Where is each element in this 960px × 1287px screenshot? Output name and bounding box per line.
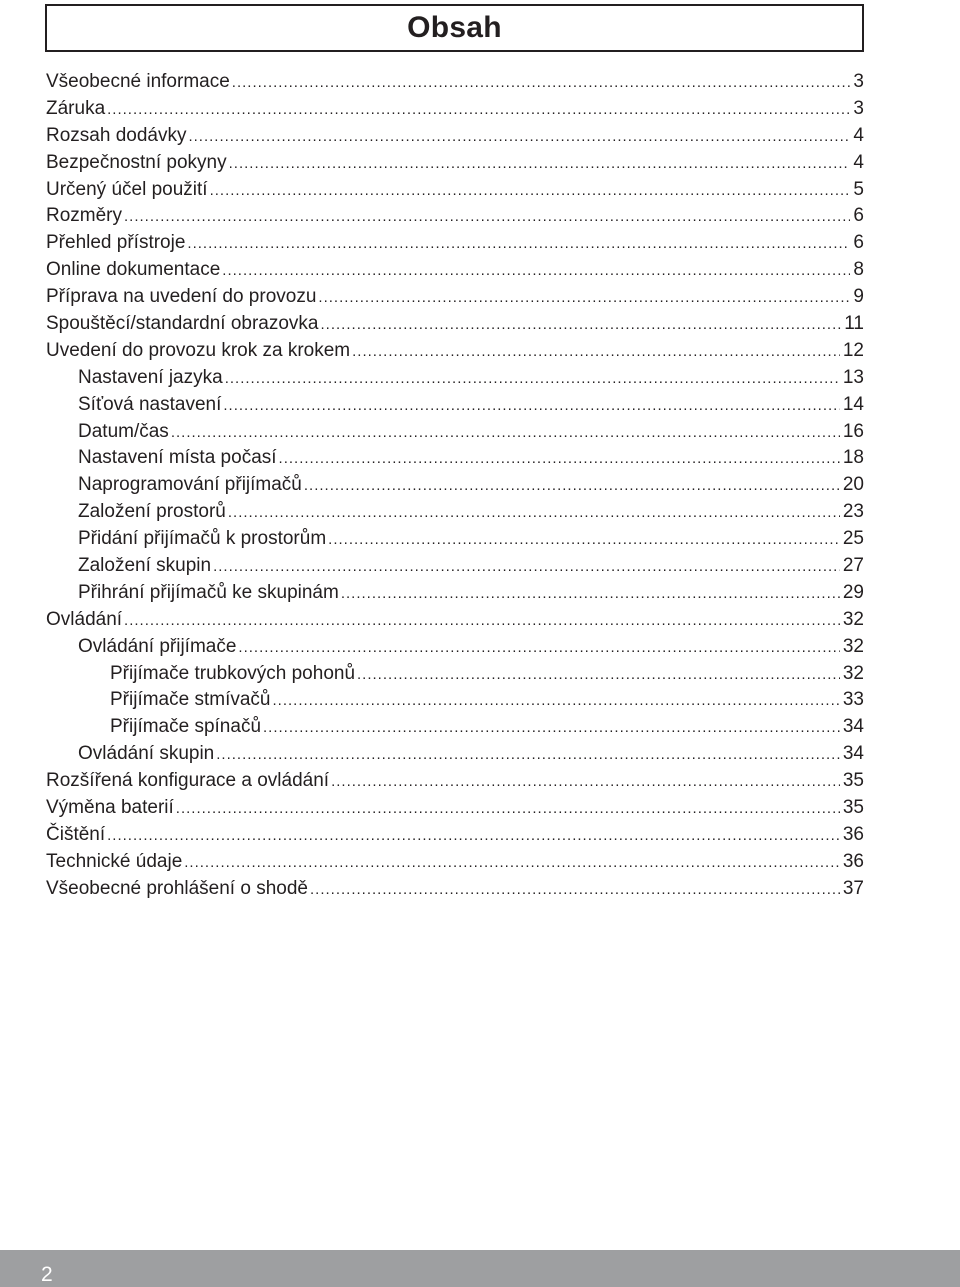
toc-entry[interactable] — [46, 150, 864, 177]
toc-entry-page: 25 — [842, 528, 864, 550]
toc-entry-page: 9 — [853, 286, 864, 308]
toc-entry-label: Ovládání přijímače — [78, 635, 237, 657]
toc-leader-dots — [225, 366, 840, 393]
toc-entry[interactable] — [46, 822, 864, 849]
toc-entry-label: Přidání přijímačů k prostorům — [78, 528, 327, 550]
toc-entry[interactable] — [46, 661, 864, 688]
toc-entry-page: 35 — [842, 797, 864, 819]
toc-entry-label: Rozšířená konfigurace a ovládání — [46, 770, 330, 792]
toc-entry-page: 36 — [842, 850, 864, 872]
title-box — [45, 4, 864, 52]
toc-entry-page: 34 — [842, 716, 864, 738]
toc-entry-page: 20 — [842, 474, 864, 496]
toc-leader-dots — [318, 285, 850, 312]
toc-leader-dots — [238, 635, 839, 662]
toc-entry-page: 29 — [842, 581, 864, 603]
toc-entry-label: Technické údaje — [46, 850, 183, 872]
toc-entry-label: Všeobecné informace — [46, 71, 230, 92]
toc-entry-page: 32 — [842, 608, 864, 630]
toc-entry-page: 34 — [842, 743, 864, 765]
toc-entry-label: Ovládání skupin — [78, 743, 215, 765]
toc-entry[interactable] — [46, 687, 864, 714]
toc-leader-dots — [272, 688, 839, 715]
toc-leader-dots — [310, 877, 840, 904]
toc-entry-label: Založení skupin — [78, 555, 212, 577]
toc-entry[interactable] — [46, 472, 864, 499]
toc-entry[interactable] — [46, 768, 864, 795]
toc-entry-page: 4 — [853, 151, 864, 173]
toc-leader-dots — [352, 339, 840, 366]
toc-leader-dots — [232, 70, 851, 97]
toc-entry[interactable] — [46, 741, 864, 768]
toc-leader-dots — [216, 742, 840, 769]
toc-leader-dots — [187, 231, 850, 258]
toc-entry-page: 32 — [842, 635, 864, 657]
toc-leader-dots — [213, 554, 840, 581]
toc-entry-page: 37 — [842, 877, 864, 899]
toc-entry[interactable] — [46, 795, 864, 822]
footer-bar — [0, 1250, 960, 1287]
toc-entry-label: Nastavení jazyka — [78, 366, 223, 388]
toc-entry-label: Rozměry — [46, 205, 123, 227]
toc-entry[interactable] — [46, 634, 864, 661]
toc-entry[interactable] — [46, 311, 864, 338]
toc-leader-dots — [124, 608, 840, 635]
toc-leader-dots — [223, 393, 839, 420]
toc-entry-page: 11 — [844, 313, 864, 335]
toc-leader-dots — [228, 500, 840, 527]
toc-entry-label: Bezpečnostní pokyny — [46, 151, 227, 173]
toc-entry-page: 35 — [842, 770, 864, 792]
toc-entry-label: Uvedení do provozu krok za krokem — [46, 339, 351, 361]
toc-entry-page: 3 — [853, 97, 864, 119]
toc-leader-dots — [184, 850, 840, 877]
toc-entry-label: Rozsah dodávky — [46, 124, 187, 146]
toc-entry[interactable] — [46, 177, 864, 204]
toc-entry[interactable] — [46, 392, 864, 419]
toc-entry[interactable] — [46, 365, 864, 392]
toc-entry[interactable] — [46, 284, 864, 311]
toc-entry[interactable] — [46, 123, 864, 150]
toc-entry-label: Přehled přístroje — [46, 232, 186, 254]
toc-entry-page: 6 — [853, 232, 864, 254]
toc-entry-label: Ovládání — [46, 608, 123, 630]
toc-entry[interactable] — [46, 338, 864, 365]
toc-entry[interactable] — [46, 203, 864, 230]
toc-entry[interactable] — [46, 230, 864, 257]
toc-entry[interactable] — [46, 526, 864, 553]
page-number: 2 — [41, 1263, 53, 1286]
toc-entry-label: Přihrání přijímačů ke skupinám — [78, 581, 339, 603]
toc-entry-label: Spouštěcí/standardní obrazovka — [46, 313, 319, 335]
toc-leader-dots — [124, 204, 850, 231]
toc-entry[interactable] — [46, 714, 864, 741]
toc-leader-dots — [107, 823, 840, 850]
toc-entry-label: Nastavení místa počasí — [78, 447, 277, 469]
toc-entry[interactable] — [46, 876, 864, 903]
toc-entry-page: 33 — [842, 689, 864, 711]
toc-leader-dots — [328, 527, 840, 554]
toc-entry[interactable] — [46, 849, 864, 876]
toc-entry-label: Určený účel použití — [46, 178, 208, 200]
toc-entry-label: Založení prostorů — [78, 501, 226, 523]
toc-entry[interactable] — [46, 580, 864, 607]
toc-entry-page: 18 — [842, 447, 864, 469]
toc-leader-dots — [263, 715, 840, 742]
toc-leader-dots — [229, 151, 851, 178]
toc-entry-label: Přijímače stmívačů — [110, 689, 271, 711]
toc-leader-dots — [107, 97, 850, 124]
toc-entry-page: 32 — [842, 662, 864, 684]
toc-entry-page: 3 — [853, 71, 864, 92]
toc-entry[interactable] — [46, 69, 864, 96]
toc-entry-label: Příprava na uvedení do provozu — [46, 286, 317, 308]
toc-entry-page: 27 — [842, 555, 864, 577]
toc-entry-label: Datum/čas — [78, 420, 169, 442]
toc-entry-page: 4 — [853, 124, 864, 146]
toc-entry-page: 6 — [853, 205, 864, 227]
toc-entry-label: Přijímače trubkových pohonů — [110, 662, 356, 684]
toc-leader-dots — [176, 796, 840, 823]
toc-leader-dots — [341, 581, 840, 608]
toc-entry[interactable] — [46, 419, 864, 446]
toc-entry-label: Čištění — [46, 823, 106, 845]
toc-entry[interactable] — [46, 445, 864, 472]
toc-leader-dots — [171, 420, 840, 447]
toc-leader-dots — [321, 312, 842, 339]
toc-entry-page: 8 — [853, 259, 864, 281]
toc-entry[interactable] — [46, 257, 864, 284]
toc-leader-dots — [331, 769, 840, 796]
toc-entry[interactable] — [46, 499, 864, 526]
toc-entry[interactable] — [46, 607, 864, 634]
toc-leader-dots — [210, 178, 851, 205]
toc-entry-page: 13 — [842, 366, 864, 388]
toc-entry-label: Přijímače spínačů — [110, 716, 262, 738]
toc-leader-dots — [222, 258, 850, 285]
toc-entry-page: 36 — [842, 823, 864, 845]
toc-entry-label: Záruka — [46, 97, 106, 119]
toc-entry-page: 16 — [842, 420, 864, 442]
toc-entry-page: 12 — [842, 339, 864, 361]
toc-leader-dots — [357, 662, 840, 689]
toc-entry-label: Síťová nastavení — [78, 393, 222, 415]
toc-leader-dots — [304, 473, 840, 500]
toc-entry[interactable] — [46, 96, 864, 123]
toc-entry-label: Všeobecné prohlášení o shodě — [46, 877, 308, 899]
page-title: Obsah — [407, 11, 502, 44]
toc-entry-label: Výměna baterií — [46, 797, 174, 819]
toc-entry-label: Naprogramování přijímačů — [78, 474, 302, 496]
toc-entry[interactable] — [46, 553, 864, 580]
toc-leader-dots — [188, 124, 850, 151]
toc-entry-page: 23 — [842, 501, 864, 523]
toc-entry-page: 5 — [853, 178, 864, 200]
toc-entry-page: 14 — [842, 393, 864, 415]
toc-entry-label: Online dokumentace — [46, 259, 221, 281]
toc-leader-dots — [279, 446, 840, 473]
table-of-contents — [46, 69, 864, 903]
